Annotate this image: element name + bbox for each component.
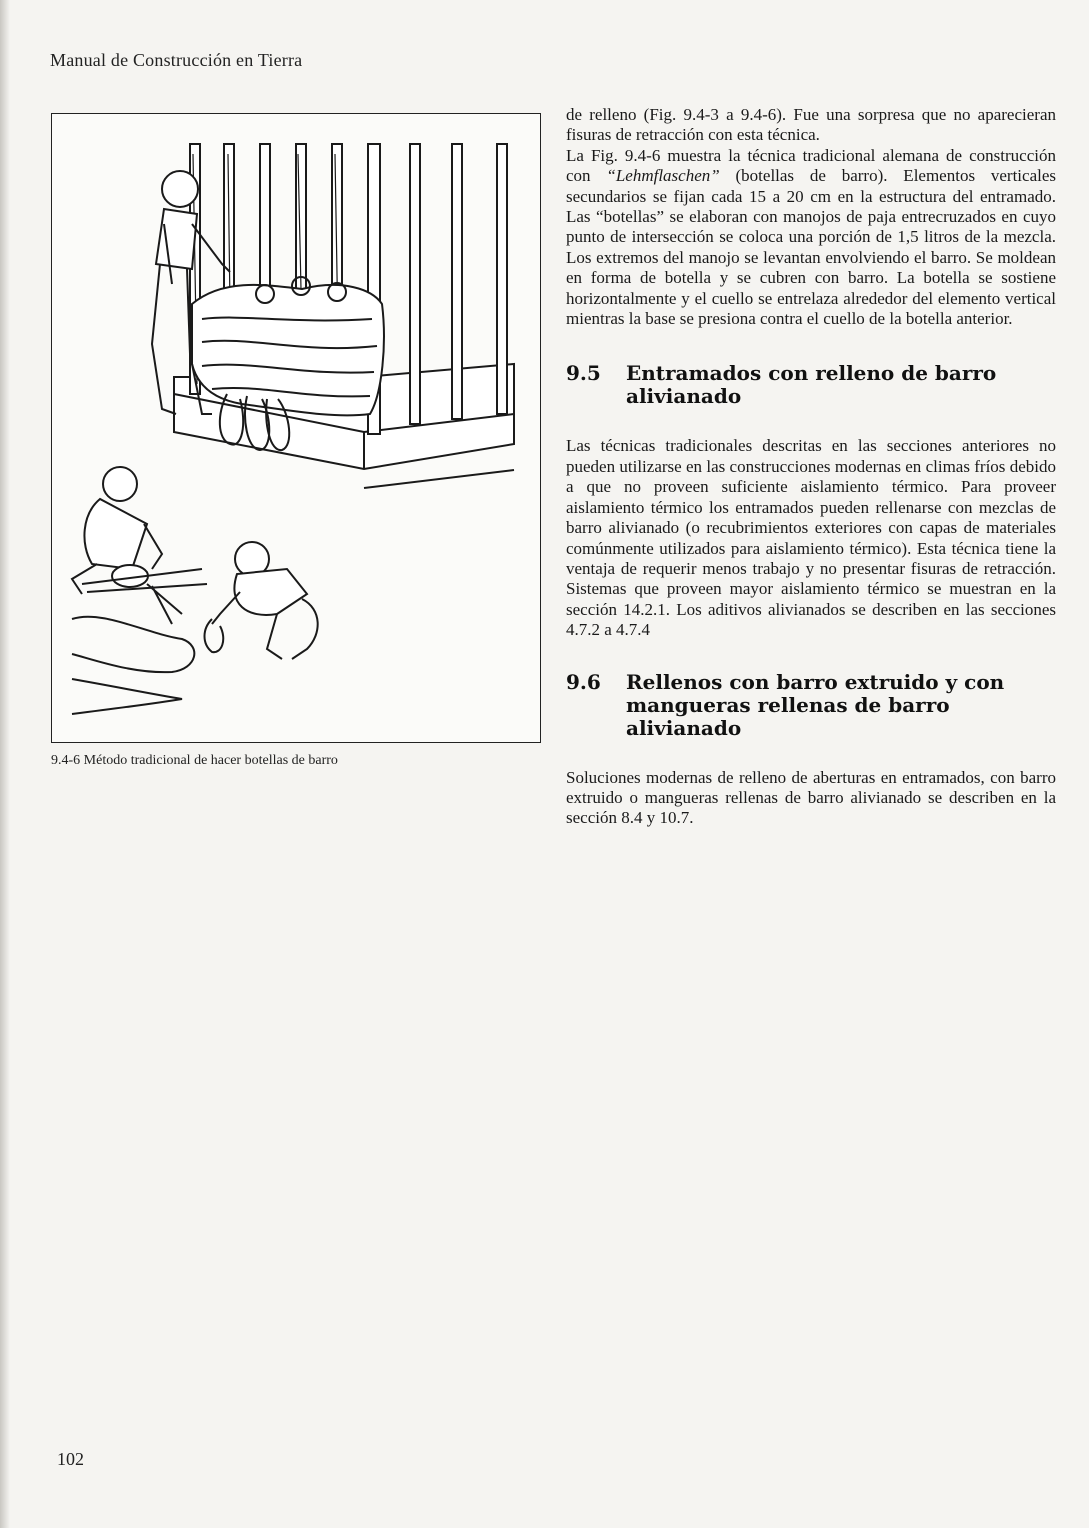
illustration-mud-bottles-icon	[52, 114, 540, 742]
para2-text-b: (botellas de barro). Elementos verticales secundarios se fijan cada 15 a 20 cm en la estructura del entramado. Las “botellas” se elaboran con manojos de paja entrecruzados en cuyo punto de intersección se coloca una porción de 1,5 litros de la mezcla. Los extremos del manojo se levantan envolviendo el barro. Se moldean en forma de botella y se cubren con barro. La botella se sostiene horizontalmente y el cuello se entrelaza alrededor del elemento vertical mientras la base se presiona contra el cuello de la botella anterior.	[566, 166, 1057, 329]
section-number: 9.5	[566, 361, 601, 386]
para2-italic-term: “Lehmflaschen”	[606, 166, 720, 186]
figure-caption: 9.4-6 Método tradicional de hacer botellas de barro	[51, 753, 338, 768]
section-9-5-heading	[566, 362, 1056, 408]
section-9-5-text: Las técnicas tradicionales descritas en las secciones anteriores no pueden utilizarse en las construcciones modernas en climas fríos debido a que no proveen suficiente aislamiento térmico. Para proveer aislamiento térmico los entramados pueden rellenarse con mezclas de barro alivianado (o recubrimientos exteriores con capas de materiales comúnmente utilizados para aislamiento térmico). Esta técnica tiene la ventaja de requerir menos trabajo y no presentar fisuras de retracción. Sistemas que proveen mayor aislamiento térmico se muestran en la sección 14.2.1. Los aditivos alivianados se describen en las secciones 4.7.2 a 4.7.4	[566, 436, 1056, 640]
section-9-6-heading	[566, 671, 1056, 740]
paragraph-continuation: de relleno (Fig. 9.4-3 a 9.4-6). Fue una sorpresa que no aparecieran fisuras de retracción con esta técnica.	[566, 105, 1056, 145]
paragraph-lehmflaschen	[566, 146, 1056, 330]
section-title: Rellenos con barro extruido y con mangueras rellenas de barro alivianado	[626, 669, 1005, 740]
section-9-6-text: Soluciones modernas de relleno de aberturas en entramados, con barro extruido o mangueras rellenas de barro alivianado se describen en la sección 8.4 y 10.7.	[566, 767, 1056, 828]
figure-illustration	[51, 113, 541, 743]
text-column	[566, 105, 1056, 829]
para2-text-a: La Fig. 9.4-6 muestra la técnica tradicional alemana de construcción con	[566, 145, 1056, 186]
kneeling-person	[72, 467, 207, 624]
crouching-person	[205, 542, 318, 659]
section-title: Entramados con relleno de barro alivianado	[626, 361, 997, 409]
page-number: 102	[57, 1449, 84, 1469]
section-number: 9.6	[566, 669, 601, 694]
running-header: Manual de Construcción en Tierra	[50, 50, 303, 70]
scan-shadow	[0, 0, 10, 1528]
